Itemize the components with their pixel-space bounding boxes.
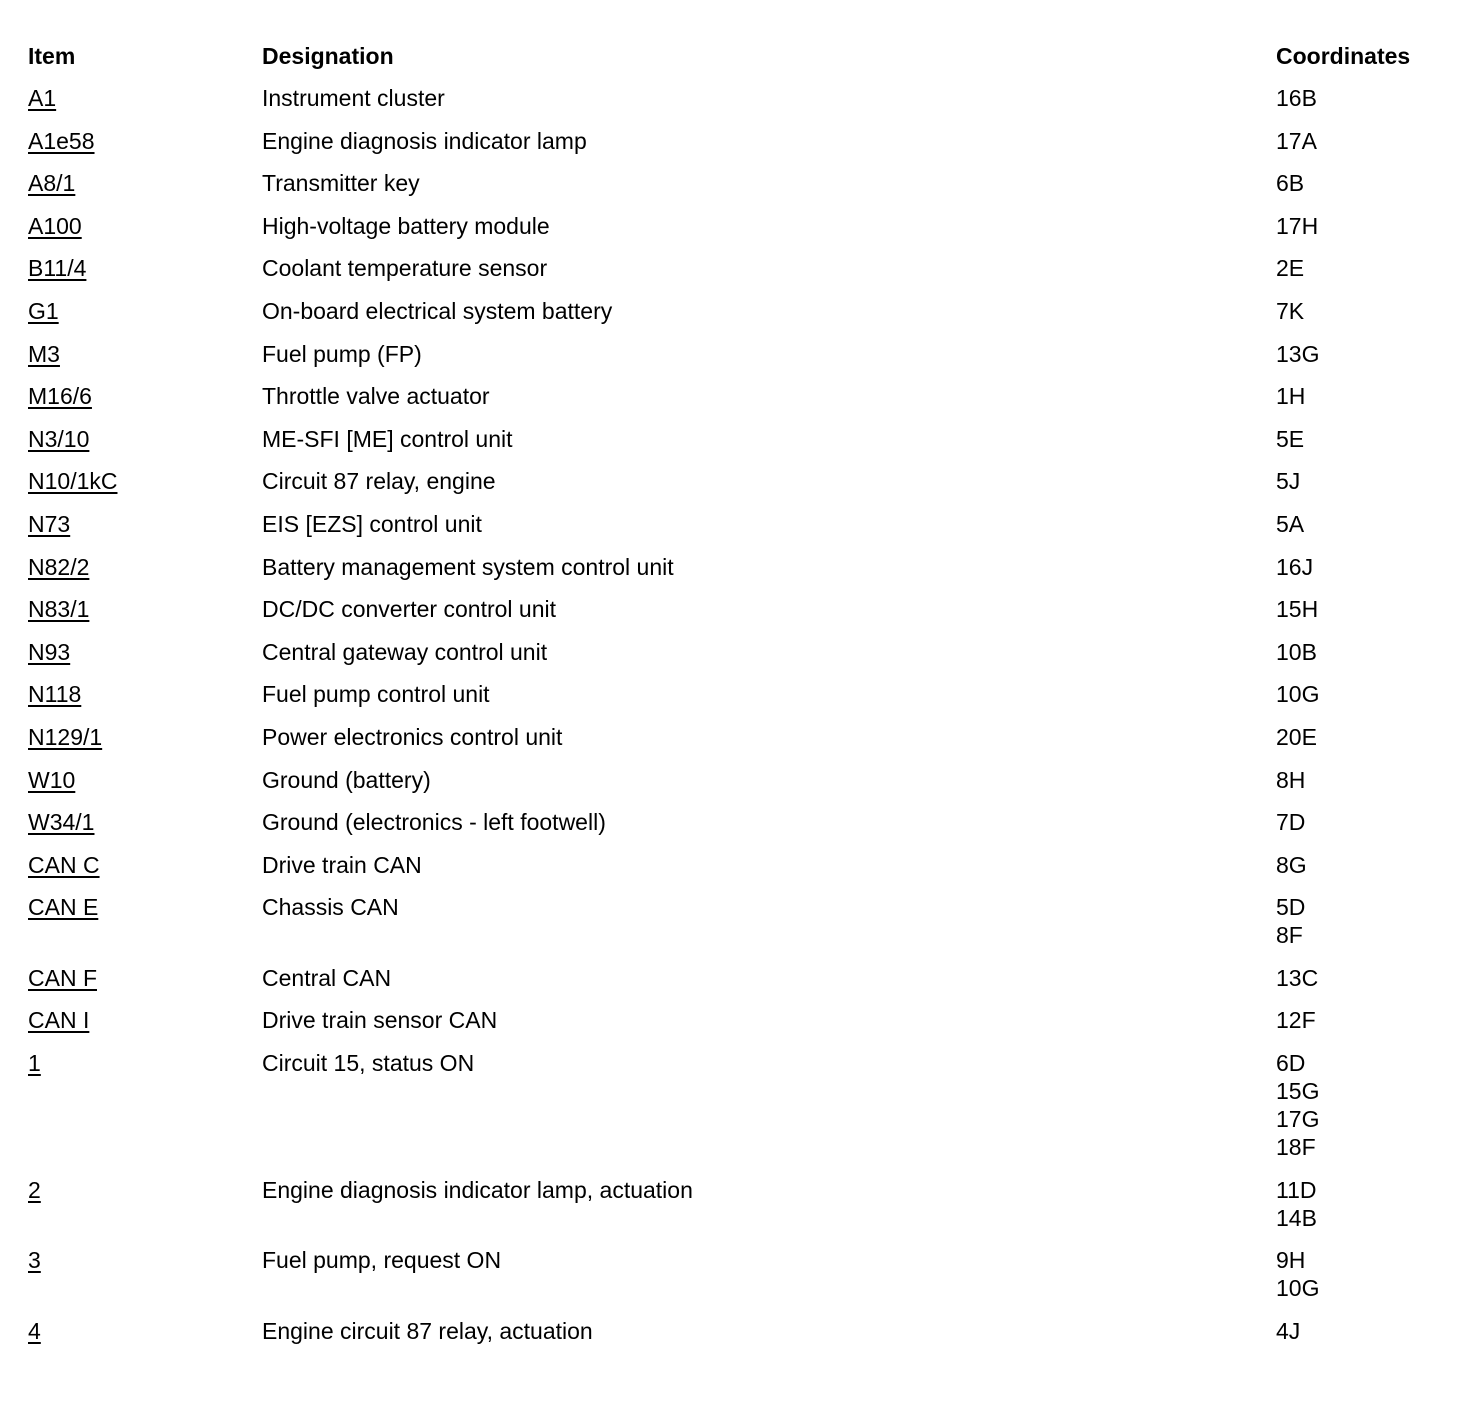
item-cell: [28, 254, 262, 297]
item-link[interactable]: N3/10: [28, 425, 90, 452]
item-cell: [28, 1006, 262, 1049]
designation-cell: Instrument cluster: [262, 85, 445, 111]
designation-cell: High-voltage battery module: [262, 212, 550, 239]
coordinates-cell: [1276, 723, 1448, 766]
item-cell: [28, 84, 262, 127]
coordinate-value: 18F: [1276, 1134, 1316, 1161]
item-cell: [28, 382, 262, 425]
coordinates-cell: [1276, 127, 1448, 170]
designation-cell: Transmitter key: [262, 170, 420, 197]
header-coordinates: Coordinates: [1276, 43, 1411, 69]
coordinates-cell: [1276, 1246, 1448, 1317]
coordinates-cell: [1276, 84, 1448, 127]
coordinates-cell: [1276, 893, 1448, 964]
table-row: [28, 1246, 1448, 1317]
coordinate-value: 12F: [1276, 1007, 1316, 1034]
table-row: [28, 766, 1448, 809]
item-link[interactable]: M3: [28, 340, 60, 367]
coordinate-value: 10B: [1276, 638, 1317, 665]
item-link[interactable]: G1: [28, 297, 59, 324]
table-header: [28, 42, 1448, 84]
coordinate-value: 6D: [1276, 1050, 1306, 1077]
coordinate-value: 5A: [1276, 510, 1305, 537]
coordinates-cell: [1276, 254, 1448, 297]
item-link[interactable]: N93: [28, 638, 71, 665]
item-cell: [28, 1317, 262, 1360]
table-row: [28, 297, 1448, 340]
item-link[interactable]: 1: [28, 1050, 41, 1077]
header-designation: Designation: [262, 43, 394, 69]
table-row: [28, 340, 1448, 383]
item-link[interactable]: N129/1: [28, 723, 103, 750]
table-row: [28, 127, 1448, 170]
item-link[interactable]: N83/1: [28, 596, 90, 623]
designation-cell: Fuel pump, request ON: [262, 1247, 502, 1274]
designation-cell: Central gateway control unit: [262, 638, 548, 665]
coordinates-cell: [1276, 553, 1448, 596]
table-row: [28, 595, 1448, 638]
table-row: [28, 1049, 1448, 1176]
designation-cell: Circuit 15, status ON: [262, 1050, 475, 1077]
designation-cell: Engine diagnosis indicator lamp: [262, 127, 587, 154]
coordinates-cell: [1276, 964, 1448, 1007]
designation-cell: Power electronics control unit: [262, 723, 563, 750]
designation-cell: Coolant temperature sensor: [262, 255, 548, 282]
designation-cell: Fuel pump (FP): [262, 340, 422, 367]
item-cell: [28, 851, 262, 894]
item-cell: [28, 893, 262, 964]
item-cell: [28, 297, 262, 340]
coordinate-value: 17A: [1276, 127, 1317, 154]
designation-cell: EIS [EZS] control unit: [262, 510, 482, 537]
designation-cell: Drive train sensor CAN: [262, 1007, 498, 1034]
table-row: [28, 680, 1448, 723]
coordinate-value: 20E: [1276, 723, 1317, 750]
table-row: [28, 1176, 1448, 1247]
item-link[interactable]: N73: [28, 510, 71, 537]
designation-cell: DC/DC converter control unit: [262, 596, 556, 623]
designation-cell: Ground (electronics - left footwell): [262, 809, 606, 836]
table-row: [28, 964, 1448, 1007]
coordinates-cell: [1276, 340, 1448, 383]
designation-cell: Chassis CAN: [262, 894, 399, 921]
item-link[interactable]: A1: [28, 85, 57, 111]
table-body: [28, 84, 1448, 1359]
item-cell: [28, 808, 262, 851]
coordinate-value: 15G: [1276, 1078, 1320, 1105]
coordinates-cell: [1276, 1006, 1448, 1049]
item-cell: [28, 766, 262, 809]
item-cell: [28, 1176, 262, 1247]
item-link[interactable]: W34/1: [28, 809, 95, 836]
header-item: Item: [28, 43, 76, 69]
item-link[interactable]: M16/6: [28, 383, 92, 410]
item-link[interactable]: B11/4: [28, 255, 87, 282]
item-cell: [28, 964, 262, 1007]
designation-cell: Ground (battery): [262, 766, 431, 793]
item-cell: [28, 127, 262, 170]
table-row: [28, 467, 1448, 510]
coordinates-cell: [1276, 425, 1448, 468]
item-cell: [28, 595, 262, 638]
coordinate-value: 8G: [1276, 851, 1307, 878]
coordinates-cell: [1276, 808, 1448, 851]
designation-cell: ME-SFI [ME] control unit: [262, 425, 513, 452]
coordinate-value: 2E: [1276, 255, 1305, 282]
coordinate-value: 4J: [1276, 1317, 1301, 1344]
table-row: [28, 169, 1448, 212]
coordinates-cell: [1276, 169, 1448, 212]
coordinates-cell: [1276, 680, 1448, 723]
coordinate-value: 13C: [1276, 964, 1319, 991]
coordinate-value: 13G: [1276, 340, 1320, 367]
coordinate-value: 10G: [1276, 1275, 1320, 1302]
item-link[interactable]: A1e58: [28, 127, 95, 154]
item-link[interactable]: 4: [28, 1317, 41, 1344]
table-row: [28, 382, 1448, 425]
designation-cell: Engine circuit 87 relay, actuation: [262, 1317, 593, 1344]
item-link[interactable]: N10/1kC: [28, 468, 118, 495]
item-link[interactable]: A100: [28, 212, 82, 239]
coordinate-value: 10G: [1276, 681, 1320, 708]
coordinate-value: 17H: [1276, 212, 1319, 239]
coordinates-cell: [1276, 638, 1448, 681]
coordinates-cell: [1276, 1317, 1448, 1360]
designation-cell: Engine diagnosis indicator lamp, actuation: [262, 1176, 693, 1203]
coordinate-value: 6B: [1276, 170, 1305, 197]
item-link[interactable]: CAN I: [28, 1007, 90, 1034]
coordinate-value: 5J: [1276, 468, 1301, 495]
table-row: [28, 893, 1448, 964]
coordinate-value: 17G: [1276, 1106, 1320, 1133]
item-link[interactable]: 2: [28, 1176, 41, 1203]
item-cell: [28, 1246, 262, 1317]
table-row: [28, 1317, 1448, 1360]
item-cell: [28, 553, 262, 596]
coordinate-value: 5D: [1276, 894, 1306, 921]
designation-cell: Central CAN: [262, 964, 392, 991]
item-cell: [28, 510, 262, 553]
coordinates-cell: [1276, 766, 1448, 809]
item-link[interactable]: N82/2: [28, 553, 90, 580]
coordinate-value: 16B: [1276, 85, 1317, 111]
coordinate-value: 9H: [1276, 1247, 1306, 1274]
table-row: [28, 254, 1448, 297]
item-cell: [28, 169, 262, 212]
designation-cell: Drive train CAN: [262, 851, 422, 878]
coordinate-value: 7K: [1276, 297, 1305, 324]
table-row: [28, 851, 1448, 894]
coordinate-value: 8F: [1276, 922, 1303, 949]
item-cell: [28, 723, 262, 766]
designation-cell: Battery management system control unit: [262, 553, 674, 580]
item-cell: [28, 1049, 262, 1176]
table-row: [28, 84, 1448, 127]
coordinates-cell: [1276, 1176, 1448, 1247]
item-cell: [28, 425, 262, 468]
item-cell: [28, 638, 262, 681]
table-row: [28, 808, 1448, 851]
designation-cell: Fuel pump control unit: [262, 681, 490, 708]
item-link[interactable]: A8/1: [28, 170, 76, 197]
table-row: [28, 638, 1448, 681]
coordinate-value: 16J: [1276, 553, 1314, 580]
coordinates-cell: [1276, 510, 1448, 553]
item-link[interactable]: W10: [28, 766, 76, 793]
coordinates-cell: [1276, 851, 1448, 894]
table-row: [28, 723, 1448, 766]
item-cell: [28, 340, 262, 383]
coordinate-value: 8H: [1276, 766, 1306, 793]
coordinates-cell: [1276, 297, 1448, 340]
coordinates-cell: [1276, 212, 1448, 255]
item-link[interactable]: CAN F: [28, 964, 97, 991]
header-row: [28, 42, 1448, 84]
coordinate-value: 1H: [1276, 383, 1306, 410]
item-link[interactable]: 3: [28, 1247, 41, 1274]
designation-cell: Circuit 87 relay, engine: [262, 468, 496, 495]
item-cell: [28, 467, 262, 510]
table-row: [28, 212, 1448, 255]
table-row: [28, 510, 1448, 553]
coordinates-cell: [1276, 1049, 1448, 1176]
coordinate-value: 14B: [1276, 1204, 1317, 1231]
designation-cell: On-board electrical system battery: [262, 297, 613, 324]
table-row: [28, 553, 1448, 596]
item-link[interactable]: CAN C: [28, 851, 100, 878]
item-link[interactable]: N118: [28, 681, 82, 708]
coordinate-value: 15H: [1276, 596, 1319, 623]
coordinates-cell: [1276, 467, 1448, 510]
coordinates-cell: [1276, 595, 1448, 638]
coordinate-value: 5E: [1276, 425, 1305, 452]
table-row: [28, 1006, 1448, 1049]
designation-cell: Throttle valve actuator: [262, 383, 490, 410]
item-link[interactable]: CAN E: [28, 894, 99, 921]
item-cell: [28, 212, 262, 255]
table-row: [28, 425, 1448, 468]
coordinate-value: 7D: [1276, 809, 1306, 836]
coordinates-cell: [1276, 382, 1448, 425]
item-cell: [28, 680, 262, 723]
legend-table: [28, 42, 1448, 1359]
coordinate-value: 11D: [1276, 1176, 1317, 1203]
